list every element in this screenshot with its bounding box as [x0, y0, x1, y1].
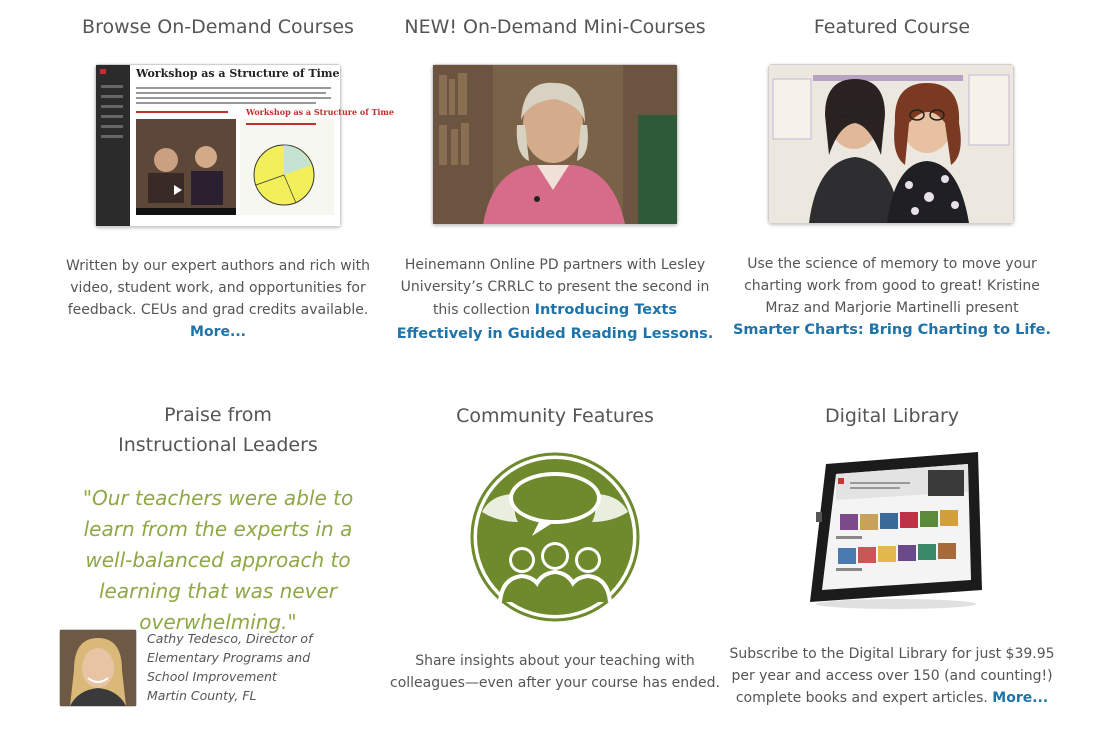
featured-course-thumbnail[interactable]	[768, 64, 1014, 224]
community-desc-text: Share insights about your teaching with colleagues—even after your course has ended.	[390, 653, 721, 691]
cathy-tedesco-photo	[60, 630, 136, 706]
attr-line3: School Improvement	[147, 669, 277, 684]
praise-heading	[53, 400, 383, 460]
section-browse-courses	[53, 12, 383, 42]
digital-library-heading: Digital Library	[824, 405, 960, 427]
featured-desc-text: Use the science of memory to move your charting work from good to great! Kristine Mraz and Marjorie Martinelli present	[744, 256, 1040, 316]
praise-heading-line1: Praise from	[164, 404, 272, 426]
featured-course-heading: Featured Course	[813, 16, 971, 38]
course-screenshot-image	[96, 65, 340, 226]
praise-quote	[58, 483, 378, 638]
library-more-link[interactable]: More...	[992, 690, 1049, 706]
section-praise	[53, 400, 383, 460]
tablet-image	[806, 452, 984, 610]
digital-library-image[interactable]	[806, 452, 984, 610]
section-featured-course	[727, 12, 1057, 42]
presenter-photo	[433, 65, 677, 224]
community-heading: Community Features	[456, 405, 654, 427]
digital-library-description	[727, 643, 1057, 709]
mini-course-description	[390, 254, 720, 346]
mini-desc-text: Heinemann Online PD partners with Lesley University’s CRRLC to present the second in this collection	[400, 257, 710, 318]
attr-line4: Martin County, FL	[147, 688, 257, 703]
praise-quote-text: "Our teachers were able to learn from the experts in a well-balanced approach to learning that was never overwhelming."	[82, 486, 354, 634]
browse-courses-thumbnail[interactable]	[95, 64, 394, 227]
thumb-title: Workshop as a Structure of Time	[136, 67, 340, 80]
featured-course-description	[727, 253, 1057, 341]
browse-courses-heading: Browse On-Demand Courses	[82, 16, 354, 38]
smarter-charts-link[interactable]: Smarter Charts: Bring Charting to Life.	[732, 322, 1052, 338]
browse-courses-description	[53, 255, 383, 343]
thumb-caption: Workshop as a Structure of Time	[246, 107, 394, 117]
community-discussion-icon	[470, 452, 640, 622]
section-digital-library	[727, 401, 1057, 431]
browse-more-link[interactable]: More...	[190, 324, 246, 340]
avatar	[59, 629, 137, 707]
section-community	[390, 401, 720, 431]
authors-photo	[769, 65, 1013, 223]
praise-attribution	[147, 629, 347, 705]
mini-courses-heading: NEW! On-Demand Mini-Courses	[404, 16, 706, 38]
section-mini-courses	[390, 12, 720, 42]
library-desc-text: Subscribe to the Digital Library for just $39.95 per year and access over 150 (and counting!) complete books and expert articles.	[729, 646, 1055, 706]
community-description	[390, 650, 720, 694]
introducing-texts-link[interactable]: Introducing Texts Effectively in Guided Reading Lessons.	[396, 302, 714, 342]
attr-line2: Elementary Programs and	[147, 650, 311, 665]
browse-desc-text: Written by our expert authors and rich with video, student work, and opportunities for feedback. CEUs and grad credits available.	[66, 258, 370, 318]
attr-line1: Cathy Tedesco, Director of	[147, 631, 313, 646]
community-icon[interactable]	[470, 452, 640, 622]
praise-heading-line2: Instructional Leaders	[118, 434, 318, 456]
mini-course-thumbnail[interactable]	[432, 64, 678, 225]
